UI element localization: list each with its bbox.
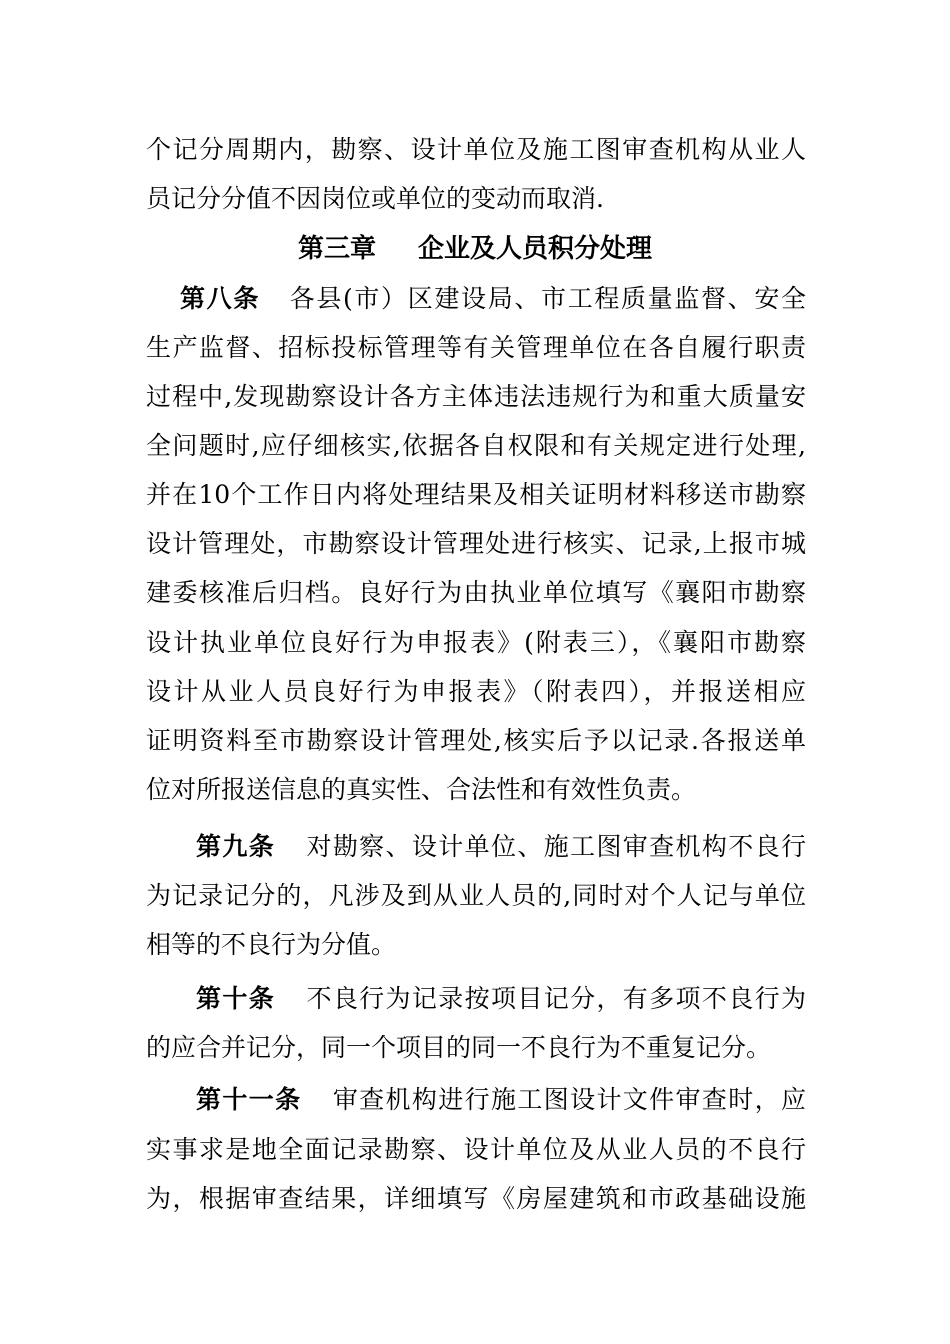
paragraph-line: 全问题时,应仔细核实,依据各自权限和有关规定进行处理, [146,431,806,460]
paragraph-line: 相等的不良行为分值。 [146,930,397,959]
article-text: 不良行为记录按项目记分，有多项不良行为 [305,984,806,1013]
paragraph-line: 生产监督、招标投标管理等有关管理单位在各自履行职责 [146,333,806,362]
article-text: 审查机构进行施工图设计文件审查时，应 [331,1085,806,1114]
article-text: 对勘察、设计单位、施工图审查机构不良行 [305,832,806,861]
article-label: 第八条 [180,284,260,313]
paragraph-line: 位对所报送信息的真实性、合法性和有效性负责。 [146,775,697,804]
chapter-heading [0,232,950,266]
article-10-first-line [196,982,806,1016]
article-label: 第九条 [196,832,276,861]
paragraph-line: 建委核准后归档。良好行为由执业单位填写《襄阳市勘察 [146,578,806,607]
paragraph-line: 并在10个工作日内将处理结果及相关证明材料移送市勘察 [146,480,806,509]
paragraph-line: 为记录记分的，凡涉及到从业人员的,同时对个人记与单位 [146,881,806,910]
chapter-title: 企业及人员积分处理 [418,234,653,264]
article-label: 第十一条 [196,1085,302,1114]
article-8-first-line [180,282,806,316]
article-9-first-line [196,830,806,864]
paragraph-line: 设计管理处，市勘察设计管理处进行核实、记录,上报市城 [146,529,806,558]
paragraph-line: 实事求是地全面记录勘察、设计单位及从业人员的不良行 [146,1135,806,1164]
chapter-number: 第三章 [297,234,376,264]
article-label: 第十条 [196,984,276,1013]
article-11-first-line [196,1083,806,1117]
paragraph-line: 过程中,发现勘察设计各方主体违法违规行为和重大质量安 [146,382,806,411]
paragraph-line: 证明资料至市勘察设计管理处,核实后予以记录.各报送单 [146,726,806,755]
article-text: 各县(市）区建设局、市工程质量监督、安全 [288,284,806,313]
paragraph-line: 为，根据审查结果，详细填写《房屋建筑和市政基础设施 [146,1184,806,1213]
paragraph-line: 设计从业人员良好行为申报表》（附表四），并报送相应 [146,677,806,706]
paragraph-line: 员记分分值不因岗位或单位的变动而取消. [146,184,604,213]
paragraph-line: 设计执业单位良好行为申报表》(附表三），《襄阳市勘察 [146,628,806,657]
paragraph-line: 的应合并记分，同一个项目的同一不良行为不重复记分。 [146,1033,772,1062]
paragraph-line: 个记分周期内，勘察、设计单位及施工图审查机构从业人 [146,135,806,164]
